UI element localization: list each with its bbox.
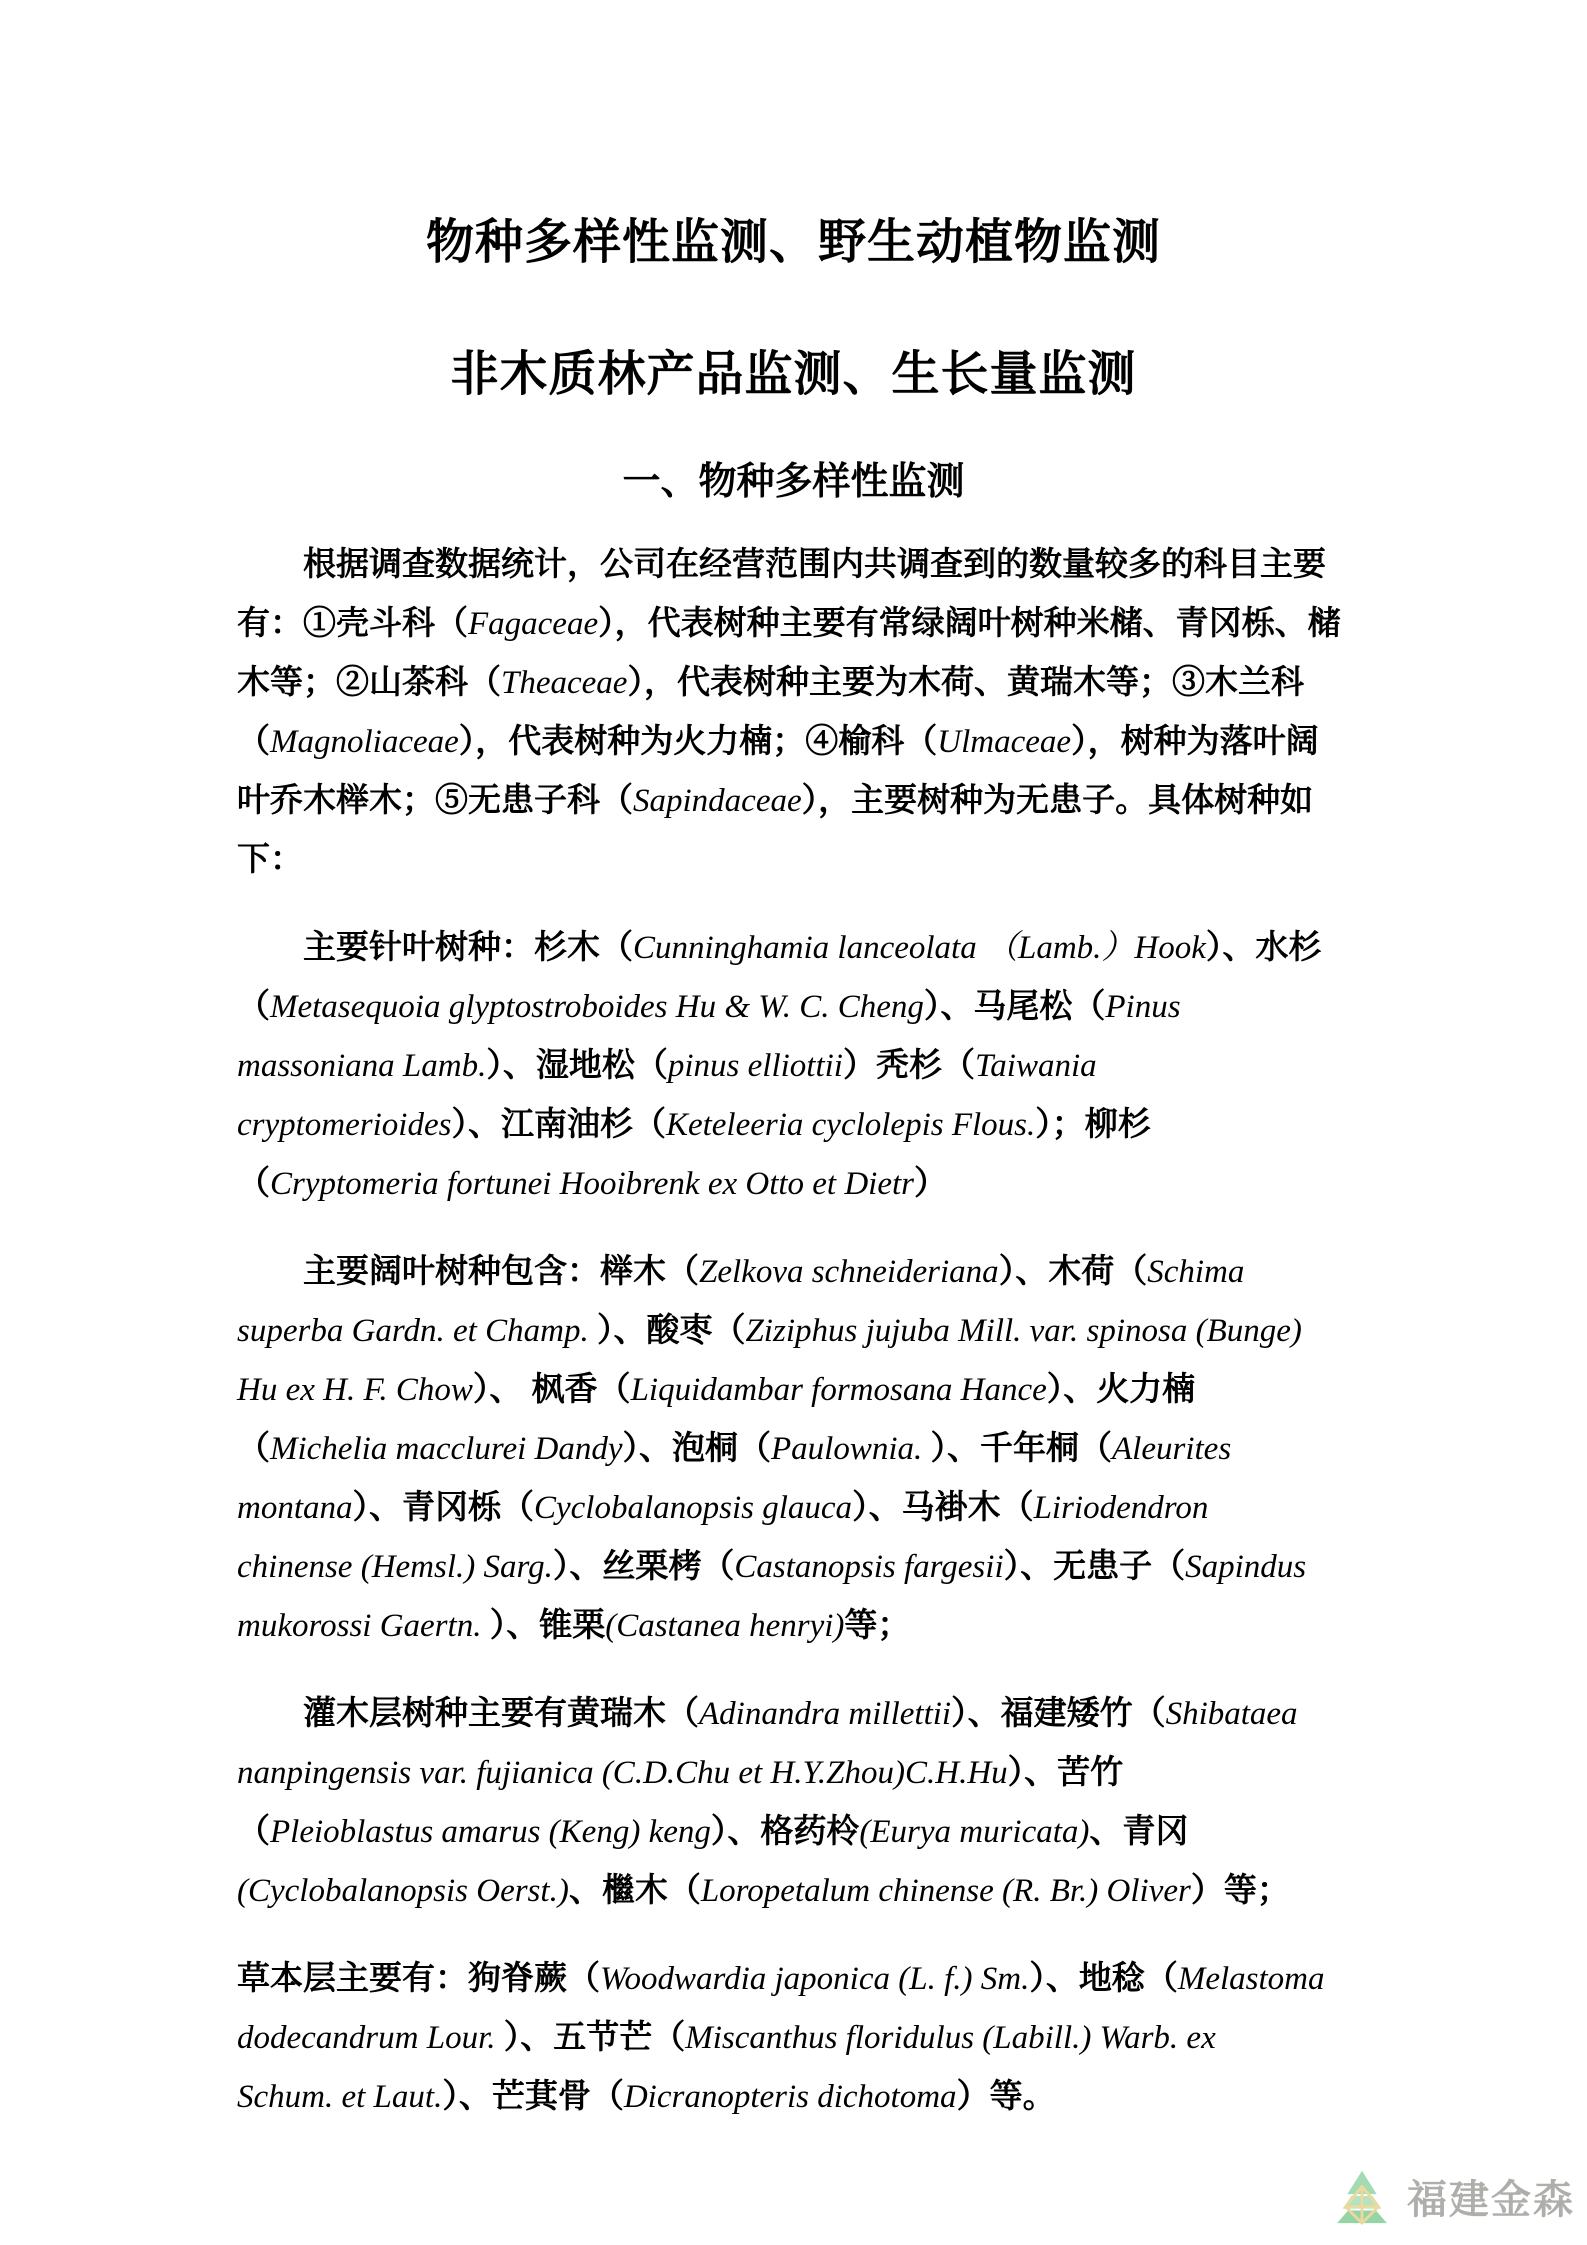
chinese-text: ）、湿地松（ — [486, 1046, 668, 1083]
latin-species-name: Taiwania — [974, 1048, 1097, 1084]
text-line — [237, 653, 1362, 712]
latin-species-name: Sapindus — [1185, 1549, 1307, 1585]
chinese-text: （ — [237, 1164, 270, 1201]
chinese-text: ）、无患子（ — [1003, 1547, 1186, 1584]
chinese-text: 主要针叶树种：杉木（ — [303, 928, 633, 965]
text-line — [237, 1095, 1362, 1154]
chinese-text: ）、五节芒（ — [503, 2018, 686, 2055]
chinese-text: ），代表树种主要为木荷、黄瑞木等；③木兰科 — [627, 663, 1304, 700]
latin-species-name: Sapindaceae — [633, 783, 802, 819]
paragraph — [237, 1242, 1362, 1655]
text-line — [237, 1537, 1362, 1596]
chinese-text: ）、木荷（ — [998, 1252, 1148, 1289]
chinese-text: ），代表树种主要有常绿阔叶树种米槠、青冈栎、槠 — [598, 604, 1341, 641]
chinese-text: 、青冈 — [1089, 1812, 1189, 1849]
chinese-text: ）、江南油杉（ — [451, 1105, 666, 1142]
tree-logo-icon — [1331, 2168, 1393, 2231]
chinese-text: ）、水杉 — [1205, 928, 1322, 965]
latin-species-name: chinense (Hemsl.) Sarg. — [237, 1549, 553, 1585]
latin-species-name: Michelia macclurei Dandy — [270, 1431, 623, 1467]
latin-species-name: Cryptomeria fortunei Hooibrenk ex Otto et Dietr — [270, 1166, 914, 1202]
section-heading: 一、物种多样性监测 — [622, 461, 965, 503]
paragraph — [237, 1684, 1362, 1920]
latin-species-name: Metasequoia glyptostroboides Hu & W. C. Cheng — [270, 989, 924, 1025]
latin-species-name: Loropetalum chinense (R. Br.) Oliver — [700, 1873, 1191, 1909]
chinese-text: ）、地稔（ — [1029, 1959, 1178, 1996]
chinese-text: ）等； — [1190, 1871, 1290, 1908]
text-line — [237, 1419, 1362, 1478]
latin-species-name: (Cyclobalanopsis Oerst.) — [237, 1873, 569, 1909]
text-line — [237, 1802, 1362, 1861]
latin-species-name: Pinus — [1105, 989, 1181, 1025]
text-line — [237, 1743, 1362, 1802]
text-line — [237, 918, 1362, 977]
paragraph — [237, 918, 1362, 1213]
latin-species-name: Keteleeria cyclolepis Flous. — [665, 1107, 1036, 1143]
chinese-text: ）、青冈栎（ — [352, 1488, 534, 1525]
paragraph — [237, 1949, 1362, 2126]
latin-species-name: Melastoma — [1177, 1961, 1325, 1997]
latin-species-name: Ziziphus jujuba Mill. var. spinosa (Bunge) — [745, 1313, 1302, 1349]
chinese-text: 有：①壳斗科（ — [237, 604, 468, 641]
chinese-text: ），代表树种为火力楠；④榆科（ — [458, 722, 938, 759]
chinese-text: 灌木层树种主要有黄瑞木（ — [303, 1694, 699, 1731]
text-line — [237, 1242, 1362, 1301]
latin-species-name: mukorossi Gaertn. — [237, 1608, 490, 1644]
latin-species-name: Fagaceae — [468, 606, 599, 642]
latin-species-name: Castanopsis fargesii — [734, 1549, 1004, 1585]
latin-species-name: nanpingensis var. fujianica (C.D.Chu et H.Y.Zhou)C.H.Hu — [237, 1755, 1008, 1791]
latin-species-name: Ulmaceae — [937, 724, 1072, 760]
company-name-text: 福建金森 — [1407, 2177, 1575, 2222]
chinese-text: ）、丝栗栲（ — [552, 1547, 735, 1584]
paragraph — [237, 535, 1362, 889]
chinese-text: 根据调查数据统计，公司在经营范围内共调查到的数量较多的科目主要 — [303, 545, 1326, 582]
latin-species-name: montana — [237, 1490, 353, 1526]
chinese-text: ）秃杉（ — [842, 1046, 975, 1083]
latin-species-name: Aleurites — [1112, 1431, 1232, 1467]
latin-species-name: Liriodendron — [1033, 1490, 1209, 1526]
chinese-text: ），主要树种为无患子。具体树种如 — [801, 781, 1314, 818]
chinese-text: （ — [237, 1812, 270, 1849]
latin-species-name: Liquidambar formosana Hance — [630, 1372, 1047, 1408]
latin-species-name: Pleioblastus amarus (Keng) keng — [270, 1814, 711, 1850]
chinese-text: ），树种为落叶阔 — [1071, 722, 1319, 759]
chinese-text: ）、苦竹 — [1007, 1753, 1124, 1790]
latin-species-name: Paulownia. — [771, 1431, 931, 1467]
latin-species-name: Cunninghamia lanceolata （Lamb.）Hook — [633, 930, 1206, 966]
latin-species-name: Magnoliaceae — [270, 724, 459, 760]
text-line — [237, 1036, 1362, 1095]
chinese-text: ）、格药柃 — [710, 1812, 860, 1849]
latin-species-name: Theaceae — [501, 665, 628, 701]
chinese-text: 草本层主要有：狗脊蕨（ — [237, 1959, 600, 1996]
latin-species-name: pinus elliottii — [667, 1048, 843, 1084]
chinese-text: 主要阔叶树种包含：榉木（ — [303, 1252, 699, 1289]
company-logo — [1331, 2168, 1575, 2231]
chinese-text: ）、锥栗 — [489, 1606, 606, 1643]
latin-species-name: Woodwardia japonica (L. f.) Sm. — [600, 1961, 1030, 1997]
text-line — [237, 1154, 1362, 1213]
chinese-text: ）、马褂木（ — [852, 1488, 1034, 1525]
chinese-text: （ — [237, 1429, 270, 1466]
document-title-line2: 非木质林产品监测、生长量监测 — [450, 348, 1137, 401]
latin-species-name: cryptomerioides — [237, 1107, 452, 1143]
latin-species-name: Shibataea — [1165, 1696, 1298, 1732]
text-line — [237, 1301, 1362, 1360]
text-line — [237, 535, 1362, 594]
latin-species-name: superba Gardn. et Champ. — [237, 1313, 597, 1349]
chinese-text: ）；柳杉 — [1035, 1105, 1151, 1142]
latin-species-name: Miscanthus floridulus (Labill.) Warb. ex — [685, 2020, 1216, 2056]
text-line — [237, 977, 1362, 1036]
chinese-text: ）、泡桐（ — [622, 1429, 771, 1466]
chinese-text: （ — [237, 987, 270, 1024]
text-line — [237, 1360, 1362, 1419]
chinese-text: ）、马尾松（ — [923, 987, 1106, 1024]
latin-species-name: Schima — [1147, 1254, 1245, 1290]
chinese-text: ）、芒萁骨（ — [442, 2077, 624, 2114]
latin-species-name: Zelkova schneideriana — [699, 1254, 999, 1290]
text-line — [237, 1684, 1362, 1743]
text-line — [237, 1861, 1362, 1920]
latin-species-name: dodecandrum Lour. — [237, 2020, 504, 2056]
latin-species-name: (Eurya muricata) — [859, 1814, 1090, 1850]
latin-species-name: Cyclobalanopsis glauca — [534, 1490, 853, 1526]
chinese-text: 等； — [844, 1606, 911, 1643]
latin-species-name: Adinandra millettii — [699, 1696, 952, 1732]
text-line — [237, 712, 1362, 771]
document-title-line1: 物种多样性监测、野生动植物监测 — [425, 216, 1161, 269]
chinese-text: ）等。 — [956, 2077, 1056, 2114]
text-line — [237, 830, 1362, 889]
chinese-text: 木等；②山茶科（ — [237, 663, 501, 700]
chinese-text: ） — [914, 1164, 947, 1201]
text-line — [237, 1478, 1362, 1537]
text-line — [237, 594, 1362, 653]
chinese-text: （ — [237, 722, 270, 759]
text-line — [237, 2067, 1362, 2126]
chinese-text: ）、福建矮竹（ — [951, 1694, 1166, 1731]
latin-species-name: Hu ex H. F. Chow — [237, 1372, 473, 1408]
chinese-text: 叶乔木榉木；⑤无患子科（ — [237, 781, 633, 818]
text-line — [237, 771, 1362, 830]
text-line — [237, 1949, 1362, 2008]
text-line — [237, 2008, 1362, 2067]
document-body — [237, 535, 1362, 2126]
chinese-text: ）、火力楠 — [1046, 1370, 1196, 1407]
chinese-text: ）、 枫香（ — [472, 1370, 631, 1407]
chinese-text: ）、酸枣（ — [596, 1311, 746, 1348]
latin-species-name: massoniana Lamb. — [237, 1048, 487, 1084]
chinese-text: 、檵木（ — [568, 1871, 701, 1908]
text-line — [237, 1596, 1362, 1655]
latin-species-name: Schum. et Laut. — [237, 2079, 443, 2115]
chinese-text: ）、千年桐（ — [930, 1429, 1113, 1466]
latin-species-name: Dicranopteris dichotoma — [623, 2079, 957, 2115]
chinese-text: 下： — [237, 840, 303, 877]
latin-species-name: (Castanea henryi) — [605, 1608, 845, 1644]
